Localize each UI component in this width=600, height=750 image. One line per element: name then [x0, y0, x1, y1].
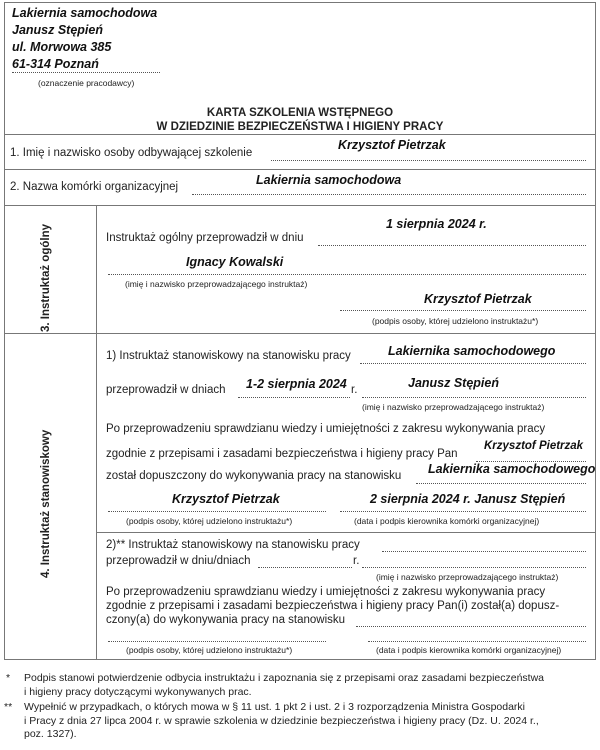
workplace-training-2-label: 2)** Instruktaż stanowiskowy na stanowisku pracy	[106, 539, 360, 551]
divider	[4, 134, 596, 135]
general-instructor-name[interactable]: Ignacy Kowalski	[186, 255, 284, 269]
workplace-days-label: przeprowadził w dniach	[106, 384, 226, 396]
employer-caption: (oznaczenie pracodawcy)	[38, 78, 135, 88]
employer-line-2: Janusz Stępień	[12, 23, 103, 37]
workplace-instructor-line	[362, 397, 586, 398]
divider	[4, 205, 596, 206]
workplace-trainee-caption: (podpis osoby, której udzielono instruktażu*)	[126, 516, 293, 526]
field-1-dotted-line	[271, 160, 586, 161]
workplace-2-days-label: przeprowadził w dniu/dniach	[106, 555, 251, 567]
footnote-2-line-2: i Pracy z dnia 27 lipca 2004 r. w sprawie szkolenia w dziedzinie bezpieczeństwa i higieny pracy (Dz. U. 2024 r.,	[24, 714, 539, 727]
workplace-2-position-line	[382, 551, 586, 552]
section-3-heading: 3. Instruktaż ogólny	[40, 224, 52, 332]
workplace-2-instructor-caption: (imię i nazwisko przeprowadzającego instruktaż)	[376, 572, 559, 582]
assessment-2-text-2: zgodnie z przepisami i zasadami bezpieczeństwa i higieny pracy Pan(i) został(a) dopusz-	[106, 600, 560, 612]
workplace-manager-signature-line	[340, 511, 586, 512]
workplace-2-instructor-line	[362, 567, 586, 568]
workplace-trainee-signature-line	[108, 511, 326, 512]
workplace-instructor-name[interactable]: Janusz Stępień	[408, 376, 499, 390]
employer-line-3: ul. Morwowa 385	[12, 40, 112, 54]
workplace-manager-caption: (data i podpis kierownika komórki organizacyjnej)	[354, 516, 540, 526]
field-2-dotted-line	[192, 194, 586, 195]
footnote-2-line-3: poz. 1327).	[24, 728, 77, 740]
general-trainee-signature-line	[340, 310, 586, 311]
workplace-2-days-line	[258, 567, 352, 568]
general-training-date[interactable]: 1 sierpnia 2024 r.	[386, 217, 487, 231]
footnote-2-mark: **	[4, 701, 13, 713]
assessment-position[interactable]: Lakiernika samochodowego	[428, 462, 596, 476]
assessment-text-1: Po przeprowadzeniu sprawdzianu wiedzy i umiejętności z zakresu wykonywania pracy	[106, 423, 546, 435]
footnote-1-line-2: i higieny pracy dotyczącymi wykonywanych prac.	[24, 685, 252, 698]
divider	[4, 333, 596, 334]
field-1-label: 1. Imię i nazwisko osoby odbywającej szkolenie	[10, 147, 253, 159]
employer-line-1: Lakiernia samochodowa	[12, 6, 158, 20]
divider	[4, 169, 596, 170]
workplace-2-days-r: r.	[353, 555, 360, 567]
workplace-2-trainee-caption: (podpis osoby, której udzielono instruktażu*)	[126, 645, 293, 655]
general-trainee-caption: (podpis osoby, której udzielono instruktażu*)	[372, 316, 539, 326]
footnote-1-line-1: Podpis stanowi potwierdzenie odbycia instruktażu i zapoznania się z przepisami oraz zasadami bezpieczeństwa	[24, 672, 545, 684]
workplace-2-manager-signature-line	[368, 641, 586, 642]
general-training-date-line	[318, 245, 586, 246]
workplace-2-manager-caption: (data i podpis kierownika komórki organizacyjnej)	[376, 645, 562, 655]
column-divider	[96, 205, 97, 660]
general-training-label: Instruktaż ogólny przeprowadził w dniu	[106, 232, 304, 244]
workplace-instructor-caption: (imię i nazwisko przeprowadzającego instruktaż)	[362, 402, 545, 412]
workplace-2-trainee-signature-line	[108, 641, 326, 642]
form-frame	[4, 2, 596, 660]
assessment-text-3: został dopuszczony do wykonywania pracy na stanowisku	[106, 470, 402, 482]
footnote-2-line-1: Wypełnić w przypadkach, o których mowa w § 11 ust. 1 pkt 2 i ust. 2 i 3 rozporządzenia Ministra Gospodarki	[24, 701, 526, 713]
assessment-2-text-1: Po przeprowadzeniu sprawdzianu wiedzy i umiejętności z zakresu wykonywania pracy	[106, 586, 546, 598]
general-trainee-signature[interactable]: Krzysztof Pietrzak	[424, 292, 532, 306]
assessment-2-text-3: czony(a) do wykonywania pracy na stanowisku	[106, 614, 346, 626]
general-instructor-caption: (imię i nazwisko przeprowadzającego instruktaż)	[125, 279, 308, 289]
workplace-days-line	[238, 397, 350, 398]
field-2-value[interactable]: Lakiernia samochodowa	[256, 173, 402, 187]
field-1-value[interactable]: Krzysztof Pietrzak	[338, 138, 446, 152]
assessment-position-line	[416, 483, 586, 484]
assessment-name[interactable]: Krzysztof Pietrzak	[484, 440, 584, 452]
workplace-manager-signature[interactable]: 2 sierpnia 2024 r. Janusz Stępień	[370, 492, 566, 506]
form-title	[0, 106, 600, 134]
workplace-days[interactable]: 1-2 sierpnia 2024	[246, 377, 347, 391]
employer-line-4: 61-314 Poznań	[12, 57, 99, 71]
workplace-training-1-label: 1) Instruktaż stanowiskowy na stanowisku pracy	[106, 350, 351, 362]
general-instructor-line	[108, 274, 586, 275]
workplace-trainee-signature[interactable]: Krzysztof Pietrzak	[172, 492, 280, 506]
workplace-days-r: r.	[351, 384, 358, 396]
workplace-position[interactable]: Lakiernika samochodowego	[388, 344, 556, 358]
assessment-2-position-line	[356, 626, 586, 627]
workplace-position-line	[360, 363, 586, 364]
footnotes	[4, 672, 596, 742]
assessment-text-2: zgodnie z przepisami i zasadami bezpieczeństwa i higieny pracy Pan	[106, 448, 458, 460]
footnote-1-mark: *	[6, 672, 11, 684]
section-4-heading: 4. Instruktaż stanowiskowy	[40, 429, 52, 578]
field-2-label: 2. Nazwa komórki organizacyjnej	[10, 181, 179, 193]
divider	[96, 532, 596, 533]
title-line-1: KARTA SZKOLENIA WSTĘPNEGO	[206, 107, 394, 119]
title-line-2: W DZIEDZINIE BEZPIECZEŃSTWA I HIGIENY PRACY	[156, 121, 444, 133]
employer-dotted-line	[12, 72, 160, 73]
